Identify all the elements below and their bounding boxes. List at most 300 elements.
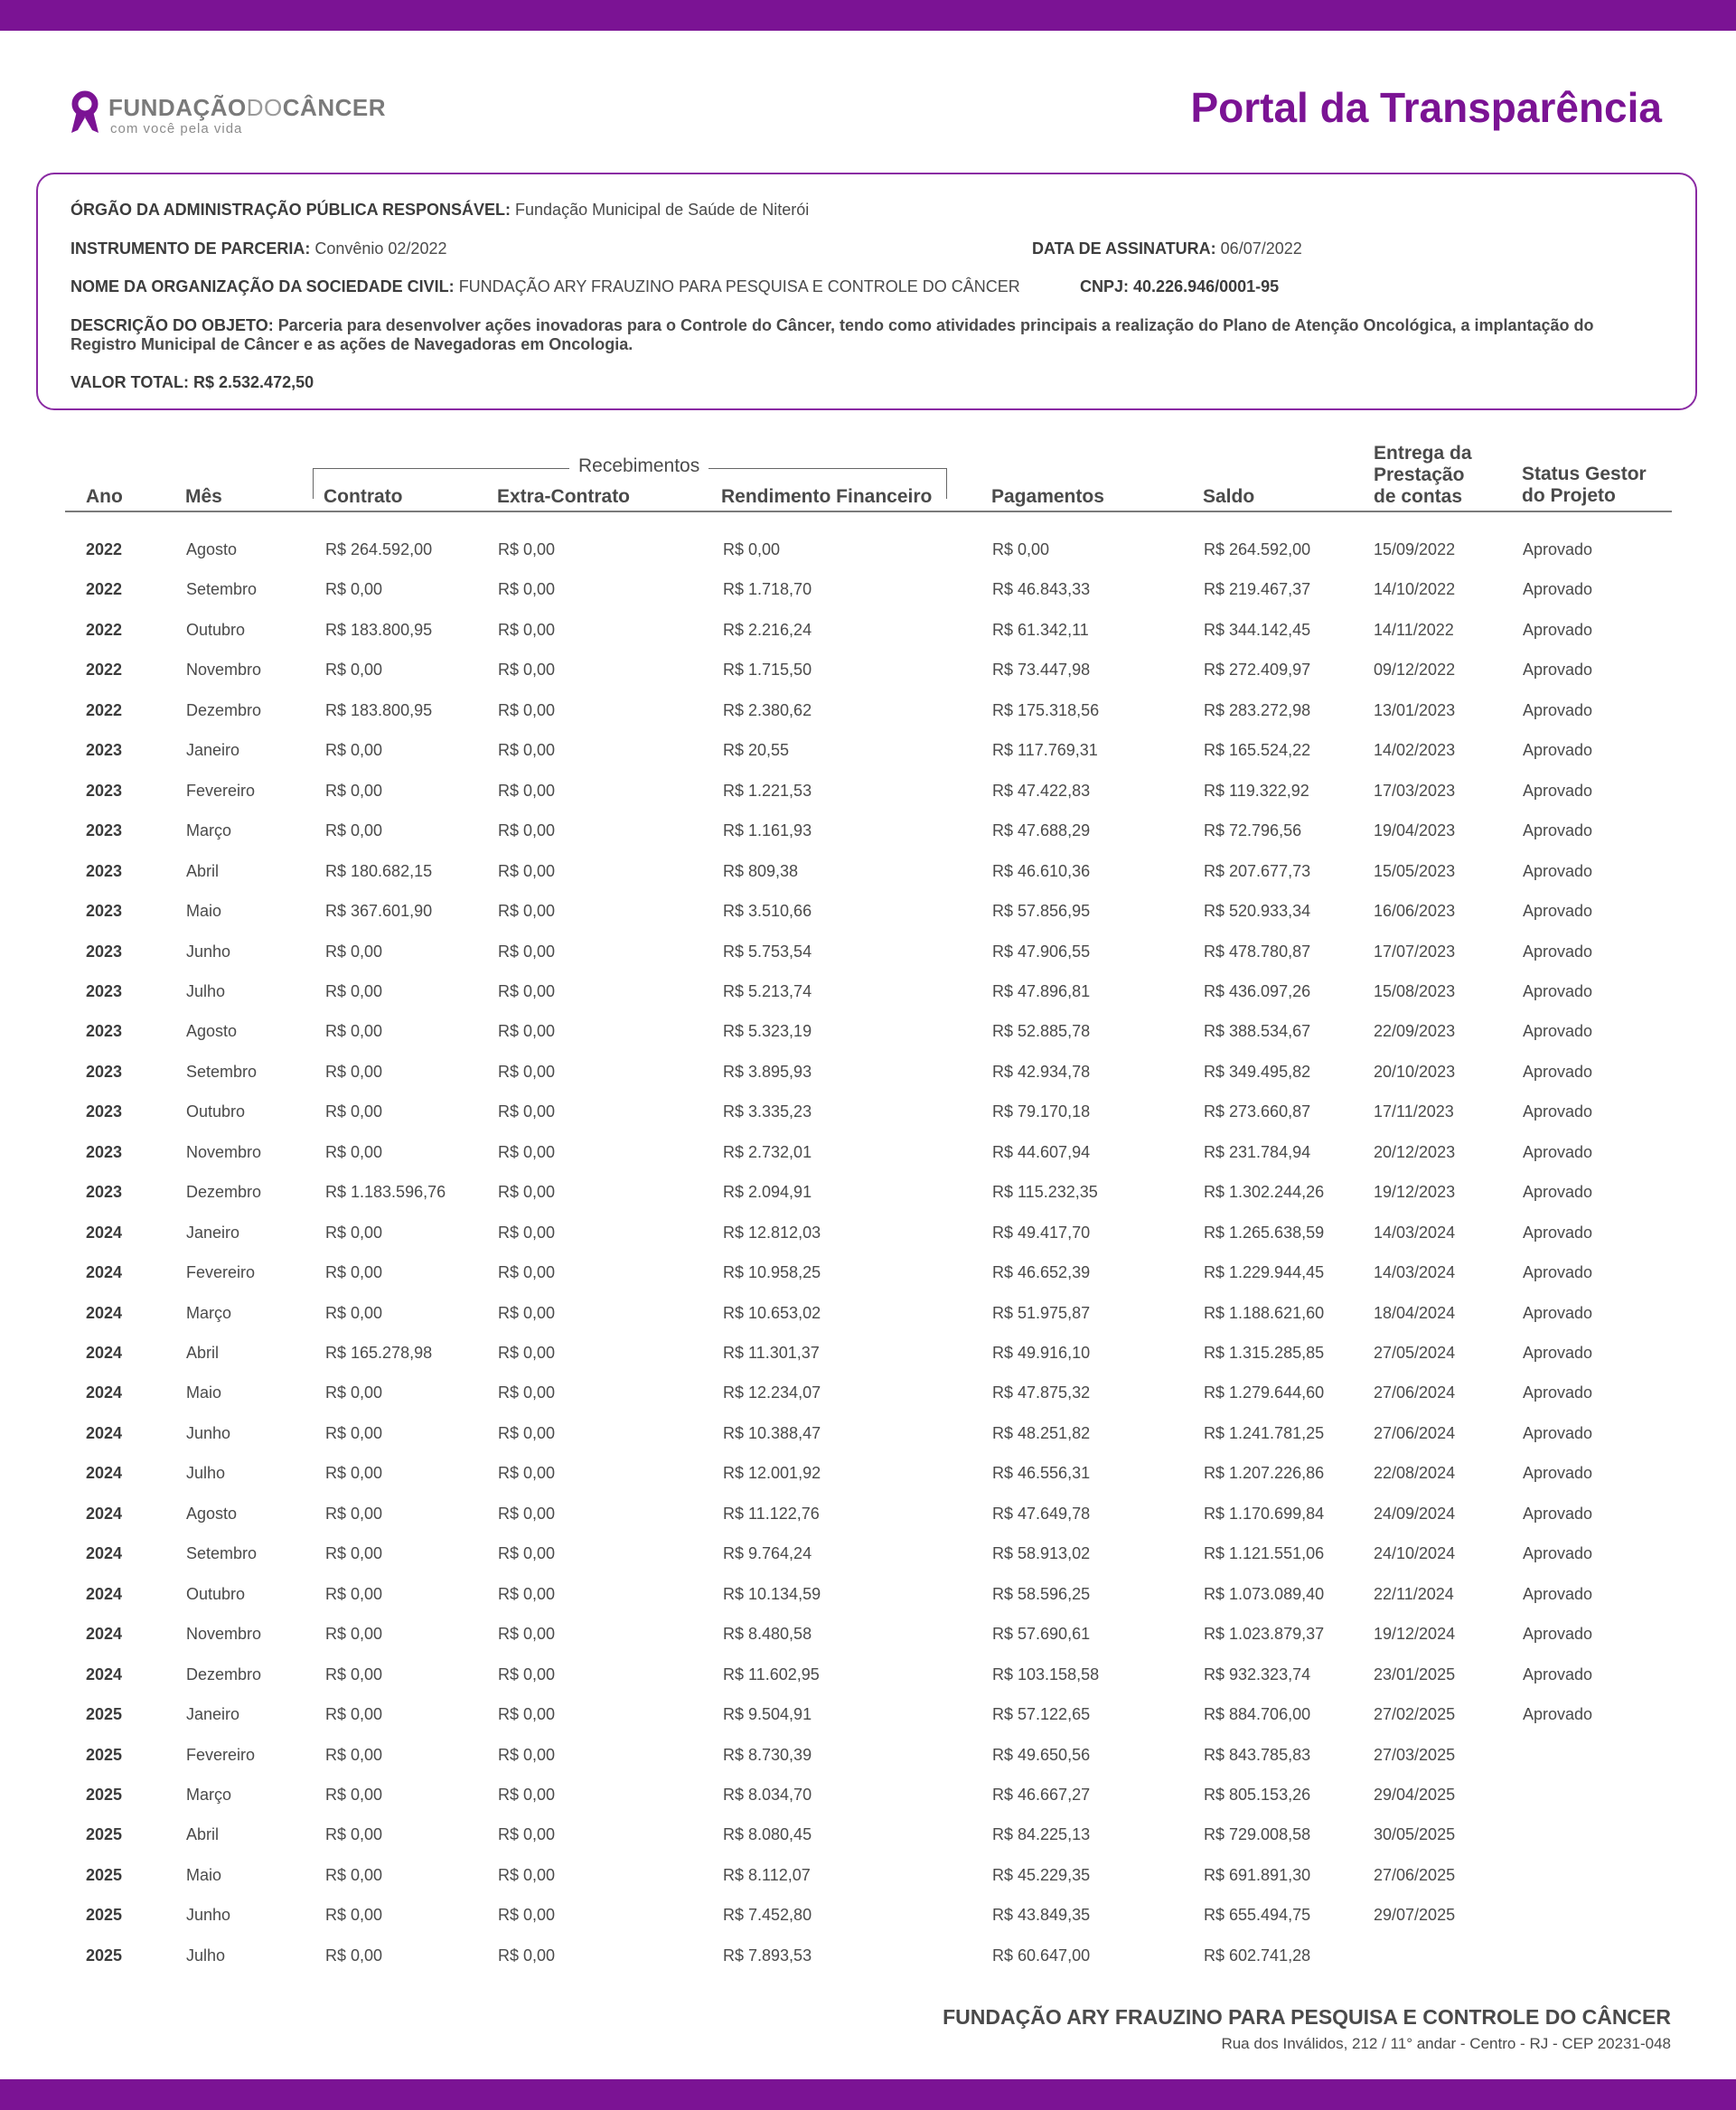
table-row [0, 1505, 1736, 1532]
cell-entrega: 16/06/2023 [1374, 902, 1456, 920]
cell-rendimento: R$ 12.001,92 [723, 1464, 821, 1482]
cell-ano: 2023 [86, 1102, 123, 1121]
cell-rendimento: R$ 11.602,95 [723, 1665, 820, 1683]
cell-extra-contrato: R$ 0,00 [498, 661, 556, 679]
cell-contrato: R$ 0,00 [325, 1946, 383, 1965]
cell-saldo: R$ 1.241.781,25 [1204, 1424, 1325, 1442]
cell-saldo: R$ 520.933,34 [1204, 902, 1311, 920]
table-row [0, 1143, 1736, 1170]
info-descricao: DESCRIÇÃO DO OBJETO: Parceria para desenvolver ações inovadoras para o Controle do Câncer, tendo como atividades principais a realização do Plano de Atenção Oncológica, a implantação do Registro Municipal de Câncer e as ações de Navegadoras em Oncologia. [70, 316, 1594, 353]
cell-entrega: 29/07/2025 [1374, 1906, 1456, 1924]
header-divider [65, 511, 1672, 512]
header-status: Status Gestor do Projeto [1522, 464, 1647, 506]
cell-saldo: R$ 478.780,87 [1204, 942, 1311, 961]
cell-ano: 2023 [86, 902, 123, 920]
cell-status: Aprovado [1523, 1344, 1593, 1362]
cell-extra-contrato: R$ 0,00 [498, 1022, 556, 1040]
cell-entrega: 09/12/2022 [1374, 661, 1456, 679]
cell-contrato: R$ 367.601,90 [325, 902, 433, 920]
cell-saldo: R$ 655.494,75 [1204, 1906, 1311, 1924]
cell-contrato: R$ 0,00 [325, 821, 383, 839]
cell-extra-contrato: R$ 0,00 [498, 1063, 556, 1081]
table-row [0, 942, 1736, 970]
cell-status: Aprovado [1523, 1224, 1593, 1242]
cell-entrega: 24/09/2024 [1374, 1505, 1456, 1523]
cell-saldo: R$ 602.741,28 [1204, 1946, 1311, 1965]
cell-contrato: R$ 264.592,00 [325, 540, 433, 558]
cell-status: Aprovado [1523, 1424, 1593, 1442]
cell-pagamentos: R$ 0,00 [992, 540, 1050, 558]
cell-saldo: R$ 1.302.244,26 [1204, 1183, 1325, 1201]
cell-saldo: R$ 273.660,87 [1204, 1102, 1311, 1121]
cell-entrega: 14/11/2022 [1374, 621, 1454, 639]
table-row [0, 862, 1736, 889]
cell-contrato: R$ 0,00 [325, 1866, 383, 1884]
cell-contrato: R$ 0,00 [325, 580, 383, 598]
cell-status: Aprovado [1523, 1183, 1593, 1201]
cell-entrega: 15/09/2022 [1374, 540, 1456, 558]
cell-status: Aprovado [1523, 580, 1593, 598]
cell-pagamentos: R$ 47.688,29 [992, 821, 1091, 839]
table-row [0, 1866, 1736, 1893]
cell-pagamentos: R$ 44.607,94 [992, 1143, 1091, 1161]
cell-extra-contrato: R$ 0,00 [498, 1705, 556, 1723]
cell-contrato: R$ 0,00 [325, 982, 383, 1000]
header-pagamentos: Pagamentos [991, 486, 1104, 507]
cell-pagamentos: R$ 42.934,78 [992, 1063, 1091, 1081]
cell-saldo: R$ 165.524,22 [1204, 741, 1311, 759]
cell-entrega: 19/12/2024 [1374, 1625, 1456, 1643]
cell-entrega: 22/08/2024 [1374, 1464, 1456, 1482]
cell-extra-contrato: R$ 0,00 [498, 741, 556, 759]
cell-status: Aprovado [1523, 1585, 1593, 1603]
cell-saldo: R$ 349.495,82 [1204, 1063, 1311, 1081]
cell-extra-contrato: R$ 0,00 [498, 540, 556, 558]
cell-ano: 2024 [86, 1464, 123, 1482]
cell-extra-contrato: R$ 0,00 [498, 1464, 556, 1482]
table-row [0, 1946, 1736, 1974]
cell-ano: 2024 [86, 1625, 123, 1643]
cell-extra-contrato: R$ 0,00 [498, 1143, 556, 1161]
cell-saldo: R$ 1.265.638,59 [1204, 1224, 1325, 1242]
cell-rendimento: R$ 0,00 [723, 540, 781, 558]
cell-contrato: R$ 0,00 [325, 1304, 383, 1322]
cell-status: Aprovado [1523, 1544, 1593, 1562]
cell-pagamentos: R$ 47.422,83 [992, 782, 1091, 800]
table-row [0, 1705, 1736, 1732]
table-row [0, 1544, 1736, 1571]
cell-ano: 2023 [86, 1183, 123, 1201]
cell-status: Aprovado [1523, 540, 1593, 558]
table-row [0, 1464, 1736, 1491]
cell-mes: Abril [186, 862, 220, 880]
cell-pagamentos: R$ 103.158,58 [992, 1665, 1100, 1683]
cell-status: Aprovado [1523, 862, 1593, 880]
cell-rendimento: R$ 7.893,53 [723, 1946, 812, 1965]
cell-ano: 2025 [86, 1946, 123, 1965]
logo-wordmark: FUNDAÇÃODOCÂNCER [108, 94, 386, 121]
cell-mes: Janeiro [186, 1224, 240, 1242]
cell-entrega: 13/01/2023 [1374, 701, 1456, 719]
cell-rendimento: R$ 1.715,50 [723, 661, 812, 679]
cell-contrato: R$ 0,00 [325, 1544, 383, 1562]
cell-contrato: R$ 183.800,95 [325, 621, 433, 639]
cell-mes: Novembro [186, 1625, 262, 1643]
cell-ano: 2024 [86, 1224, 123, 1242]
cell-rendimento: R$ 2.094,91 [723, 1183, 812, 1201]
cell-ano: 2024 [86, 1665, 123, 1683]
cell-contrato: R$ 0,00 [325, 741, 383, 759]
cell-status: Aprovado [1523, 942, 1593, 961]
cell-contrato: R$ 0,00 [325, 1464, 383, 1482]
cell-mes: Março [186, 821, 232, 839]
cell-entrega: 14/10/2022 [1374, 580, 1456, 598]
cell-saldo: R$ 691.891,30 [1204, 1866, 1311, 1884]
cell-contrato: R$ 0,00 [325, 1705, 383, 1723]
cell-contrato: R$ 0,00 [325, 782, 383, 800]
cell-status: Aprovado [1523, 701, 1593, 719]
cell-saldo: R$ 207.677,73 [1204, 862, 1311, 880]
table-row [0, 1786, 1736, 1813]
cell-ano: 2024 [86, 1344, 123, 1362]
cell-extra-contrato: R$ 0,00 [498, 580, 556, 598]
cell-contrato: R$ 0,00 [325, 1022, 383, 1040]
cell-entrega: 27/06/2025 [1374, 1866, 1456, 1884]
cell-saldo: R$ 805.153,26 [1204, 1786, 1311, 1804]
cell-mes: Outubro [186, 621, 246, 639]
cell-contrato: R$ 0,00 [325, 1143, 383, 1161]
page-title: Portal da Transparência [1190, 84, 1662, 131]
cell-extra-contrato: R$ 0,00 [498, 862, 556, 880]
table-row [0, 1022, 1736, 1049]
cell-saldo: R$ 388.534,67 [1204, 1022, 1311, 1040]
cell-pagamentos: R$ 46.610,36 [992, 862, 1091, 880]
cell-status: Aprovado [1523, 1383, 1593, 1402]
cell-pagamentos: R$ 49.916,10 [992, 1344, 1091, 1362]
cell-status: Aprovado [1523, 821, 1593, 839]
cell-status: Aprovado [1523, 1705, 1593, 1723]
cell-mes: Fevereiro [186, 1746, 256, 1764]
table-row [0, 1665, 1736, 1693]
cell-extra-contrato: R$ 0,00 [498, 1866, 556, 1884]
cell-rendimento: R$ 8.480,58 [723, 1625, 812, 1643]
cell-contrato: R$ 0,00 [325, 1505, 383, 1523]
cell-ano: 2023 [86, 1022, 123, 1040]
cell-mes: Agosto [186, 1505, 238, 1523]
table-row [0, 621, 1736, 648]
cell-extra-contrato: R$ 0,00 [498, 1102, 556, 1121]
table-row [0, 982, 1736, 1009]
header-contrato: Contrato [324, 486, 403, 507]
cell-rendimento: R$ 8.730,39 [723, 1746, 812, 1764]
cell-mes: Março [186, 1786, 232, 1804]
cell-mes: Fevereiro [186, 1263, 256, 1281]
cell-mes: Junho [186, 1906, 231, 1924]
cell-extra-contrato: R$ 0,00 [498, 821, 556, 839]
cell-contrato: R$ 0,00 [325, 661, 383, 679]
cell-saldo: R$ 119.322,92 [1204, 782, 1309, 800]
cell-extra-contrato: R$ 0,00 [498, 1183, 556, 1201]
cell-contrato: R$ 0,00 [325, 1585, 383, 1603]
header-mes: Mês [185, 486, 222, 507]
cell-pagamentos: R$ 43.849,35 [992, 1906, 1091, 1924]
cell-pagamentos: R$ 73.447,98 [992, 661, 1091, 679]
table-row [0, 1063, 1736, 1090]
cell-contrato: R$ 0,00 [325, 1786, 383, 1804]
cell-saldo: R$ 264.592,00 [1204, 540, 1311, 558]
cell-entrega: 20/12/2023 [1374, 1143, 1456, 1161]
cell-status: Aprovado [1523, 1505, 1593, 1523]
cell-rendimento: R$ 20,55 [723, 741, 790, 759]
table-row [0, 1825, 1736, 1852]
cell-entrega: 30/05/2025 [1374, 1825, 1456, 1843]
cell-extra-contrato: R$ 0,00 [498, 1625, 556, 1643]
cell-contrato: R$ 0,00 [325, 1746, 383, 1764]
cell-pagamentos: R$ 115.232,35 [992, 1183, 1098, 1201]
cell-saldo: R$ 1.207.226,86 [1204, 1464, 1325, 1482]
cell-rendimento: R$ 5.753,54 [723, 942, 812, 961]
cell-extra-contrato: R$ 0,00 [498, 1585, 556, 1603]
cell-saldo: R$ 283.272,98 [1204, 701, 1311, 719]
cell-entrega: 27/06/2024 [1374, 1383, 1456, 1402]
cell-contrato: R$ 183.800,95 [325, 701, 433, 719]
cell-saldo: R$ 1.188.621,60 [1204, 1304, 1325, 1322]
footer-address: Rua dos Inválidos, 212 / 11° andar - Centro - RJ - CEP 20231-048 [1221, 2035, 1671, 2052]
cell-pagamentos: R$ 60.647,00 [992, 1946, 1091, 1965]
ribbon-icon [69, 90, 101, 137]
cell-pagamentos: R$ 57.690,61 [992, 1625, 1091, 1643]
table-row [0, 1102, 1736, 1130]
cell-entrega: 20/10/2023 [1374, 1063, 1456, 1081]
cell-pagamentos: R$ 58.913,02 [992, 1544, 1091, 1562]
cell-extra-contrato: R$ 0,00 [498, 621, 556, 639]
cell-entrega: 19/12/2023 [1374, 1183, 1456, 1201]
cell-ano: 2023 [86, 982, 123, 1000]
cell-rendimento: R$ 5.323,19 [723, 1022, 812, 1040]
header-rendimento: Rendimento Financeiro [721, 486, 933, 507]
cell-mes: Novembro [186, 661, 262, 679]
cell-pagamentos: R$ 47.906,55 [992, 942, 1091, 961]
cell-saldo: R$ 436.097,26 [1204, 982, 1311, 1000]
cell-mes: Janeiro [186, 1705, 240, 1723]
cell-pagamentos: R$ 49.417,70 [992, 1224, 1091, 1242]
cell-saldo: R$ 1.279.644,60 [1204, 1383, 1325, 1402]
cell-pagamentos: R$ 47.649,78 [992, 1505, 1091, 1523]
cell-entrega: 19/04/2023 [1374, 821, 1456, 839]
cell-extra-contrato: R$ 0,00 [498, 1825, 556, 1843]
cell-pagamentos: R$ 46.652,39 [992, 1263, 1091, 1281]
cell-ano: 2025 [86, 1906, 123, 1924]
cell-status: Aprovado [1523, 741, 1593, 759]
cell-entrega: 27/06/2024 [1374, 1424, 1456, 1442]
header-saldo: Saldo [1203, 486, 1255, 507]
cell-pagamentos: R$ 48.251,82 [992, 1424, 1091, 1442]
cell-extra-contrato: R$ 0,00 [498, 1746, 556, 1764]
cell-contrato: R$ 0,00 [325, 1263, 383, 1281]
cell-extra-contrato: R$ 0,00 [498, 1505, 556, 1523]
cell-extra-contrato: R$ 0,00 [498, 1906, 556, 1924]
info-orgao: ÓRGÃO DA ADMINISTRAÇÃO PÚBLICA RESPONSÁVEL: Fundação Municipal de Saúde de Niterói [70, 201, 810, 219]
cell-mes: Agosto [186, 540, 238, 558]
cell-ano: 2022 [86, 701, 123, 719]
header-entrega: Entrega da Prestação de contas [1374, 443, 1472, 507]
cell-mes: Janeiro [186, 741, 240, 759]
cell-extra-contrato: R$ 0,00 [498, 1383, 556, 1402]
cell-entrega: 14/02/2023 [1374, 741, 1456, 759]
cell-rendimento: R$ 11.122,76 [723, 1505, 820, 1523]
cell-saldo: R$ 884.706,00 [1204, 1705, 1311, 1723]
cell-ano: 2022 [86, 661, 123, 679]
header-extra-contrato: Extra-Contrato [497, 486, 631, 507]
cell-mes: Outubro [186, 1102, 246, 1121]
cell-pagamentos: R$ 47.896,81 [992, 982, 1091, 1000]
cell-contrato: R$ 0,00 [325, 1625, 383, 1643]
cell-pagamentos: R$ 52.885,78 [992, 1022, 1091, 1040]
table-row [0, 1263, 1736, 1290]
cell-status: Aprovado [1523, 1143, 1593, 1161]
table-row [0, 580, 1736, 607]
cell-entrega: 14/03/2024 [1374, 1263, 1456, 1281]
cell-extra-contrato: R$ 0,00 [498, 782, 556, 800]
cell-rendimento: R$ 2.732,01 [723, 1143, 812, 1161]
info-nome-organizacao: NOME DA ORGANIZAÇÃO DA SOCIEDADE CIVIL: FUNDAÇÃO ARY FRAUZINO PARA PESQUISA E CONTROLE DO CÂNCER [70, 277, 1020, 295]
table-row [0, 1585, 1736, 1612]
cell-extra-contrato: R$ 0,00 [498, 1304, 556, 1322]
cell-saldo: R$ 1.170.699,84 [1204, 1505, 1325, 1523]
cell-extra-contrato: R$ 0,00 [498, 942, 556, 961]
cell-ano: 2024 [86, 1424, 123, 1442]
cell-mes: Julho [186, 1464, 226, 1482]
cell-contrato: R$ 0,00 [325, 1224, 383, 1242]
cell-mes: Dezembro [186, 701, 262, 719]
cell-mes: Agosto [186, 1022, 238, 1040]
cell-saldo: R$ 231.784,94 [1204, 1143, 1311, 1161]
cell-ano: 2025 [86, 1746, 123, 1764]
table-row [0, 1424, 1736, 1451]
cell-status: Aprovado [1523, 1063, 1593, 1081]
cell-saldo: R$ 1.073.089,40 [1204, 1585, 1325, 1603]
cell-rendimento: R$ 9.764,24 [723, 1544, 812, 1562]
cell-ano: 2025 [86, 1866, 123, 1884]
cell-pagamentos: R$ 58.596,25 [992, 1585, 1091, 1603]
table-row [0, 1304, 1736, 1331]
cell-mes: Julho [186, 1946, 226, 1965]
cell-mes: Junho [186, 1424, 231, 1442]
info-valor-total: VALOR TOTAL: R$ 2.532.472,50 [70, 373, 314, 391]
info-data-assinatura: DATA DE ASSINATURA: 06/07/2022 [1032, 239, 1302, 258]
cell-entrega: 17/07/2023 [1374, 942, 1456, 961]
cell-saldo: R$ 272.409,97 [1204, 661, 1311, 679]
cell-pagamentos: R$ 61.342,11 [992, 621, 1089, 639]
cell-contrato: R$ 0,00 [325, 1102, 383, 1121]
cell-entrega: 18/04/2024 [1374, 1304, 1456, 1322]
cell-ano: 2024 [86, 1383, 123, 1402]
cell-status: Aprovado [1523, 1022, 1593, 1040]
cell-extra-contrato: R$ 0,00 [498, 902, 556, 920]
cell-entrega: 17/11/2023 [1374, 1102, 1454, 1121]
cell-ano: 2023 [86, 782, 123, 800]
cell-rendimento: R$ 11.301,37 [723, 1344, 820, 1362]
cell-mes: Junho [186, 942, 231, 961]
cell-entrega: 22/09/2023 [1374, 1022, 1456, 1040]
cell-mes: Novembro [186, 1143, 262, 1161]
cell-rendimento: R$ 7.452,80 [723, 1906, 812, 1924]
cell-ano: 2025 [86, 1786, 123, 1804]
table-row [0, 821, 1736, 849]
cell-contrato: R$ 0,00 [325, 1906, 383, 1924]
cell-extra-contrato: R$ 0,00 [498, 1665, 556, 1683]
cell-ano: 2022 [86, 540, 123, 558]
cell-saldo: R$ 72.796,56 [1204, 821, 1302, 839]
cell-mes: Setembro [186, 580, 258, 598]
cell-contrato: R$ 0,00 [325, 1825, 383, 1843]
cell-mes: Maio [186, 902, 222, 920]
cell-ano: 2023 [86, 1063, 123, 1081]
cell-mes: Setembro [186, 1544, 258, 1562]
info-instrumento: INSTRUMENTO DE PARCERIA: Convênio 02/2022 [70, 239, 447, 258]
cell-entrega: 23/01/2025 [1374, 1665, 1456, 1683]
cell-pagamentos: R$ 117.769,31 [992, 741, 1098, 759]
recebimentos-label: Recebimentos [569, 455, 708, 477]
cell-ano: 2023 [86, 741, 123, 759]
cell-ano: 2024 [86, 1505, 123, 1523]
cell-saldo: R$ 1.023.879,37 [1204, 1625, 1325, 1643]
cell-ano: 2024 [86, 1544, 123, 1562]
cell-status: Aprovado [1523, 1263, 1593, 1281]
cell-mes: Abril [186, 1344, 220, 1362]
cell-entrega: 27/02/2025 [1374, 1705, 1456, 1723]
cell-ano: 2023 [86, 821, 123, 839]
cell-ano: 2024 [86, 1585, 123, 1603]
cell-pagamentos: R$ 57.856,95 [992, 902, 1091, 920]
cell-status: Aprovado [1523, 1464, 1593, 1482]
cell-status: Aprovado [1523, 782, 1593, 800]
table-row [0, 1625, 1736, 1652]
cell-extra-contrato: R$ 0,00 [498, 1263, 556, 1281]
table-row [0, 1344, 1736, 1371]
cell-extra-contrato: R$ 0,00 [498, 1544, 556, 1562]
cell-contrato: R$ 0,00 [325, 1424, 383, 1442]
header-ano: Ano [86, 486, 123, 507]
cell-status: Aprovado [1523, 982, 1593, 1000]
cell-pagamentos: R$ 47.875,32 [992, 1383, 1091, 1402]
cell-contrato: R$ 165.278,98 [325, 1344, 433, 1362]
cell-extra-contrato: R$ 0,00 [498, 1424, 556, 1442]
cell-rendimento: R$ 10.134,59 [723, 1585, 821, 1603]
cell-mes: Abril [186, 1825, 220, 1843]
cell-status: Aprovado [1523, 621, 1593, 639]
cell-rendimento: R$ 3.895,93 [723, 1063, 812, 1081]
table-row [0, 1383, 1736, 1411]
cell-pagamentos: R$ 45.229,35 [992, 1866, 1091, 1884]
cell-ano: 2025 [86, 1705, 123, 1723]
cell-entrega: 14/03/2024 [1374, 1224, 1456, 1242]
cell-rendimento: R$ 8.112,07 [723, 1866, 811, 1884]
cell-mes: Setembro [186, 1063, 258, 1081]
cell-status: Aprovado [1523, 1625, 1593, 1643]
cell-entrega: 27/05/2024 [1374, 1344, 1456, 1362]
cell-extra-contrato: R$ 0,00 [498, 1786, 556, 1804]
cell-pagamentos: R$ 51.975,87 [992, 1304, 1091, 1322]
table-row [0, 902, 1736, 929]
cell-pagamentos: R$ 49.650,56 [992, 1746, 1091, 1764]
cell-rendimento: R$ 12.234,07 [723, 1383, 821, 1402]
cell-ano: 2022 [86, 580, 123, 598]
cell-entrega: 15/08/2023 [1374, 982, 1456, 1000]
cell-rendimento: R$ 8.034,70 [723, 1786, 812, 1804]
cell-extra-contrato: R$ 0,00 [498, 1344, 556, 1362]
table-row [0, 1746, 1736, 1773]
